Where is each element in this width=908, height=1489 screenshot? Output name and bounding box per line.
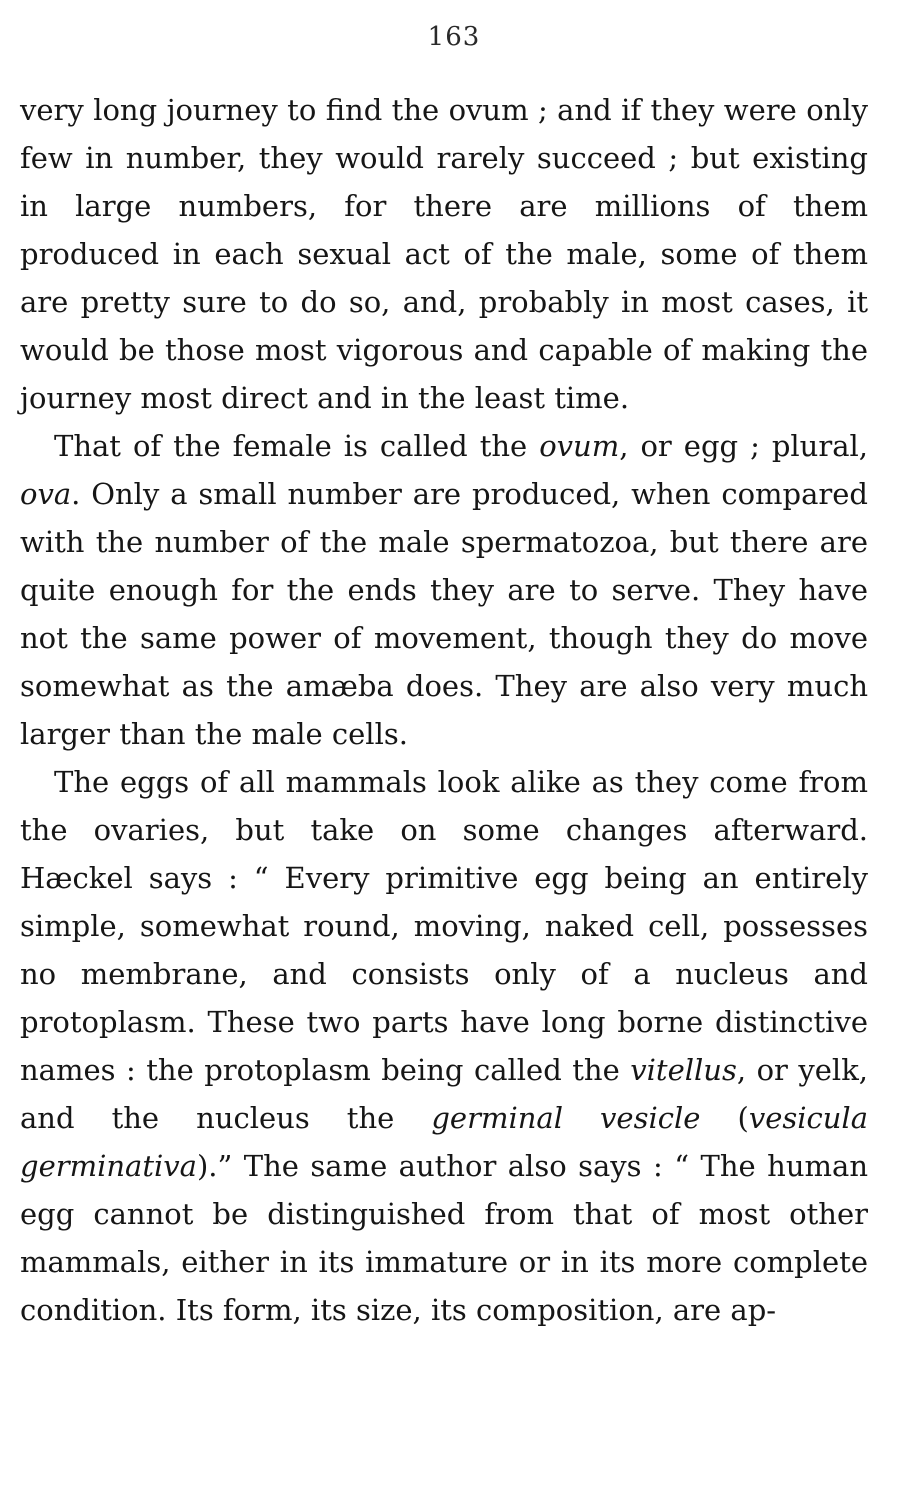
text-run: The eggs of all mammals look alike as they come from the ovaries, but take on some changes afterward. Hæckel says : “ Every primitive egg being an entirely simple, somewhat round, moving, naked cell, possesses no membrane, and consists only of a nucleus and protoplasm. These two parts have long borne distinctive names : the protoplasm being called the <box>20 765 868 1087</box>
text-run: , or egg ; plural, <box>619 429 868 463</box>
text-run: ).” The same author also says : “ The human egg cannot be distinguished from that of most other mammals, either in its immature or in its more complete condition. Its form, its size, its composition, are ap- <box>20 1149 868 1327</box>
paragraph <box>20 422 868 758</box>
italic-text-run: germinal vesicle <box>431 1101 701 1135</box>
text-run: , or yelk, and the nucleus the <box>20 1053 868 1135</box>
paragraph <box>20 86 868 422</box>
body-text <box>20 86 868 1334</box>
italic-text-run: vesicula germinativa <box>20 1101 868 1183</box>
text-run: . Only a small number are produced, when compared with the number of the male spermatozoa, but there are quite enough for the ends they are to serve. They have not the same power of movement, though they do move somewhat as the amæba does. They are also very much larger than the male cells. <box>20 477 868 751</box>
text-run: That of the female is called the <box>54 429 540 463</box>
italic-text-run: ova <box>20 477 72 511</box>
italic-text-run: vitellus <box>630 1053 737 1087</box>
page-number: 163 <box>427 22 481 52</box>
text-run: ( <box>700 1101 749 1135</box>
paragraph <box>20 758 868 1334</box>
italic-text-run: ovum <box>539 429 620 463</box>
text-run: very long journey to find the ovum ; and if they were only few in number, they would rarely succeed ; but existing in large numbers, for there are millions of them produced in each sexual act of the male, some of them are pretty sure to do so, and, probably in most cases, it would be those most vigorous and capable of making the journey most direct and in the least time. <box>20 93 868 415</box>
